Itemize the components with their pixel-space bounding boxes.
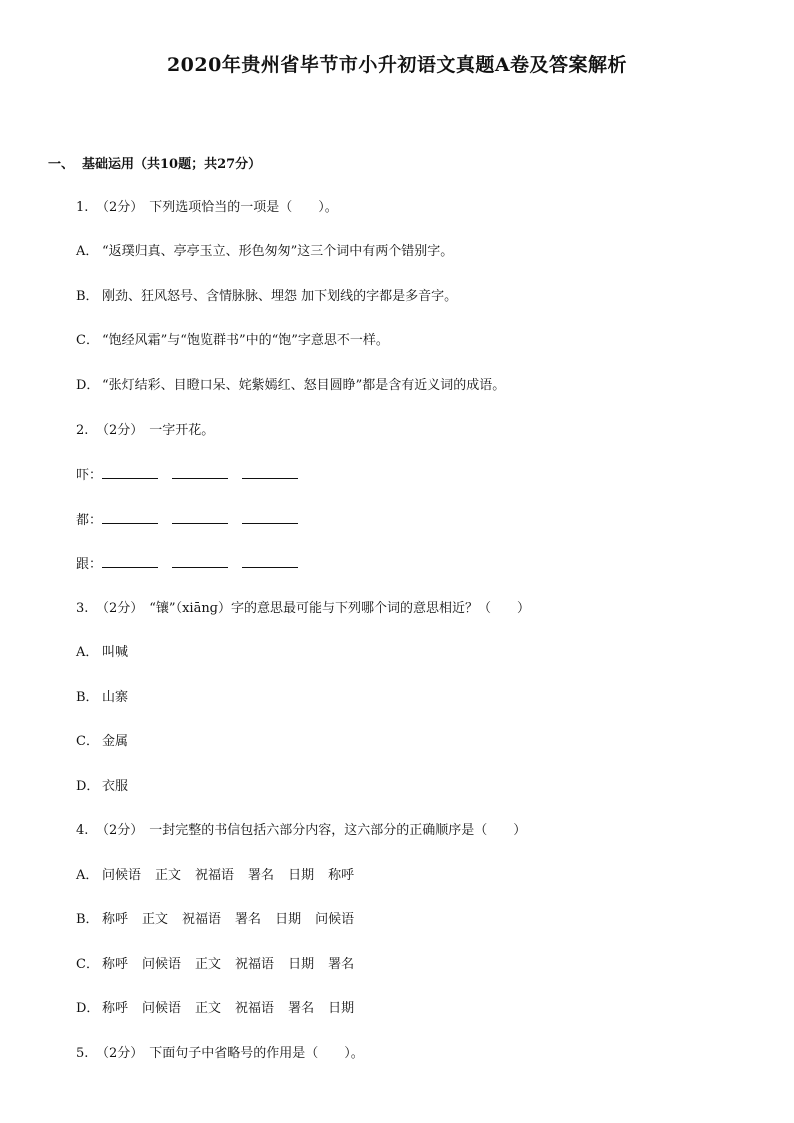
- option-word: 祝福语: [235, 1001, 275, 1016]
- question-3-option-c: [76, 733, 128, 751]
- option-key: A．: [76, 868, 99, 883]
- question-text: 下面句子中省略号的作用是（ ）。: [149, 1046, 364, 1061]
- option-key: B．: [76, 289, 99, 304]
- question-number: 2.: [76, 423, 89, 438]
- question-number: 3.: [76, 601, 89, 616]
- option-key: D．: [76, 1001, 100, 1016]
- answer-blank[interactable]: [102, 466, 158, 479]
- question-text: “镶”（xiānɡ）字的意思最可能与下列哪个词的意思相近？（ ）: [149, 601, 531, 616]
- fill-label: 跟：: [76, 557, 103, 572]
- question-3-option-d: [76, 778, 128, 796]
- option-word: 问候语: [142, 957, 182, 972]
- question-1-option-b: [76, 288, 457, 306]
- option-word: 称呼: [328, 868, 355, 883]
- question-3-option-a: [76, 644, 128, 662]
- question-text: 一字开花。: [149, 423, 215, 438]
- answer-blank[interactable]: [172, 511, 228, 524]
- question-5-stem: [76, 1045, 364, 1063]
- question-1-option-a: [76, 243, 453, 261]
- option-word: 称呼: [102, 957, 129, 972]
- option-word: 问候语: [315, 912, 355, 927]
- option-key: B．: [76, 912, 99, 927]
- option-word: 日期: [275, 912, 302, 927]
- question-1-option-c: [76, 332, 389, 350]
- option-word: 祝福语: [195, 868, 235, 883]
- option-key: D．: [76, 378, 100, 393]
- question-score: （2分）: [96, 601, 144, 616]
- question-3-stem: [76, 600, 530, 618]
- option-key: C．: [76, 957, 99, 972]
- option-word: 日期: [328, 1001, 355, 1016]
- answer-blank[interactable]: [102, 555, 158, 568]
- option-text: 金属: [102, 734, 129, 749]
- option-word: 正文: [195, 957, 222, 972]
- option-key: C．: [76, 734, 99, 749]
- option-word: 称呼: [102, 1001, 129, 1016]
- question-3-option-b: [76, 689, 128, 707]
- option-word: 正文: [195, 1001, 222, 1016]
- question-score: （2分）: [96, 823, 144, 838]
- answer-blank[interactable]: [242, 555, 298, 568]
- fill-label: 都：: [76, 513, 103, 528]
- question-number: 4.: [76, 823, 89, 838]
- question-4-option-d: [76, 1000, 368, 1018]
- option-text: “饱经风霜”与“饱览群书”中的“饱”字意思不一样。: [102, 333, 389, 348]
- question-text: 下列选项恰当的一项是（ ）。: [149, 200, 338, 215]
- option-key: C．: [76, 333, 99, 348]
- document-title: 2020年贵州省毕节市小升初语文真题A卷及答案解析: [166, 54, 628, 76]
- option-word: 日期: [288, 868, 315, 883]
- question-score: （2分）: [96, 200, 144, 215]
- option-word: 问候语: [142, 1001, 182, 1016]
- question-1-stem: [76, 199, 338, 217]
- option-text: 山寨: [102, 690, 129, 705]
- question-score: （2分）: [96, 1046, 144, 1061]
- answer-blank[interactable]: [172, 555, 228, 568]
- option-text: “张灯结彩、目瞪口呆、姹紫嫣红、怒目圆睁”都是含有近义词的成语。: [102, 378, 506, 393]
- option-text: 刚劲、狂风怒号、含情脉脉、埋怨 加下划线的字都是多音字。: [102, 289, 458, 304]
- option-word: 署名: [248, 868, 275, 883]
- option-word: 正文: [155, 868, 182, 883]
- question-2-stem: [76, 422, 214, 440]
- question-4-option-c: [76, 956, 368, 974]
- option-key: A．: [76, 645, 99, 660]
- option-word: 祝福语: [235, 957, 275, 972]
- option-key: A．: [76, 244, 99, 259]
- question-4-option-b: [76, 911, 368, 929]
- answer-blank[interactable]: [242, 511, 298, 524]
- question-score: （2分）: [96, 423, 144, 438]
- section-heading: [48, 153, 261, 172]
- option-word: 日期: [288, 957, 315, 972]
- option-word: 署名: [235, 912, 262, 927]
- question-4-option-a: [76, 867, 368, 885]
- question-text: 一封完整的书信包括六部分内容，这六部分的正确顺序是（ ）: [149, 823, 527, 838]
- answer-blank[interactable]: [102, 511, 158, 524]
- option-word: 正文: [142, 912, 169, 927]
- option-key: B．: [76, 690, 99, 705]
- question-number: 5.: [76, 1046, 89, 1061]
- fill-row-xia: [76, 466, 312, 485]
- answer-blank[interactable]: [242, 466, 298, 479]
- option-word: 署名: [328, 957, 355, 972]
- fill-label: 吓：: [76, 468, 103, 483]
- section-label: 基础运用（共10题；共27分）: [82, 157, 262, 172]
- option-text: “返璞归真、亭亭玉立、形色匆匆”这三个词中有两个错别字。: [102, 244, 454, 259]
- option-word: 祝福语: [182, 912, 222, 927]
- fill-row-gen: [76, 555, 312, 574]
- option-text: 叫喊: [102, 645, 129, 660]
- option-text: 衣服: [102, 779, 129, 794]
- fill-row-dou: [76, 511, 312, 530]
- question-number: 1.: [76, 200, 89, 215]
- question-1-option-d: [76, 377, 505, 395]
- option-word: 称呼: [102, 912, 129, 927]
- question-4-stem: [76, 822, 526, 840]
- option-word: 问候语: [102, 868, 142, 883]
- section-number: 一、: [48, 157, 75, 172]
- option-key: D．: [76, 779, 100, 794]
- answer-blank[interactable]: [172, 466, 228, 479]
- option-word: 署名: [288, 1001, 315, 1016]
